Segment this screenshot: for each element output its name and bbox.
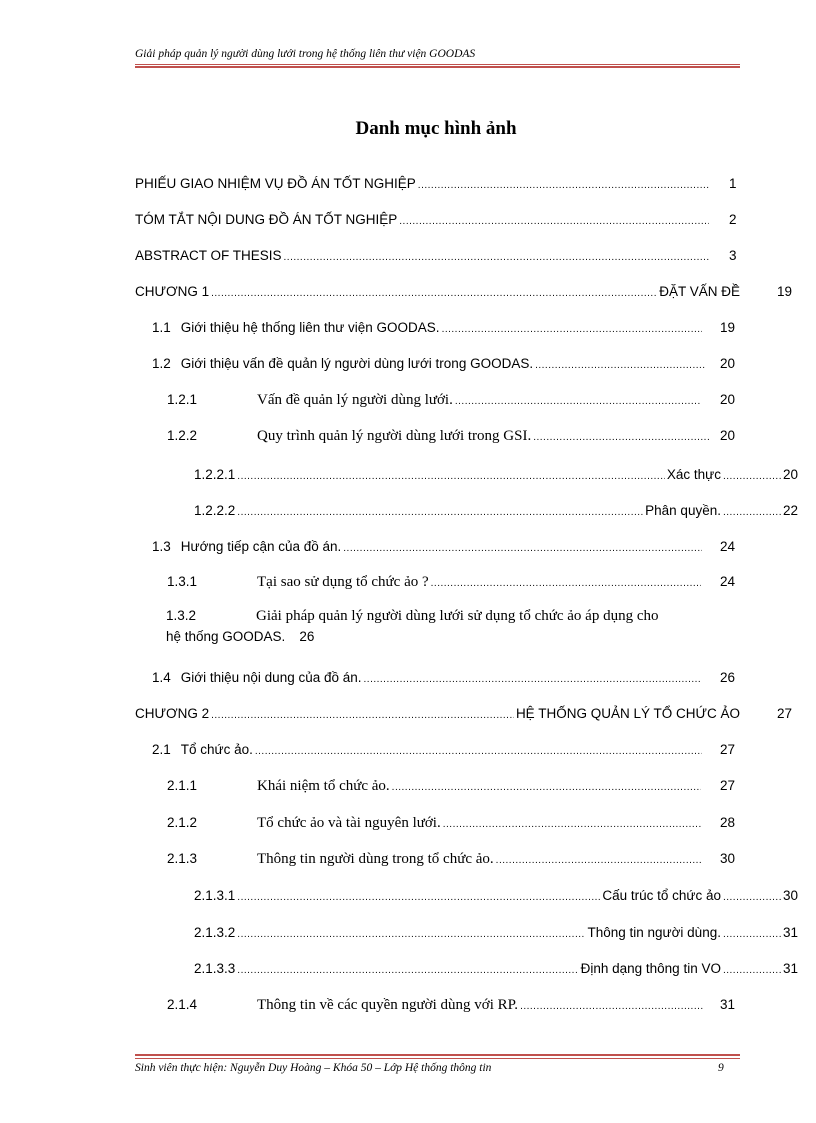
toc-entry-number: 1.2.1 (167, 392, 198, 407)
toc-page-number: 2 (729, 212, 737, 227)
toc-entry-1-2-2[interactable] (167, 428, 711, 445)
toc-leader (535, 360, 706, 371)
toc-leader (237, 471, 665, 482)
toc-entry-number: 2.1.3.2 (194, 925, 236, 940)
toc-entry-1-2-2-2[interactable] (194, 503, 798, 518)
footer-page-number: 9 (718, 1062, 724, 1074)
toc-entry-text: Giới thiệu hệ thống liên thư viện GOODAS. (180, 320, 440, 335)
toc-entry-text: Tổ chức ảo và tài nguyên lưới. (257, 815, 441, 831)
footer-rule-thin (135, 1058, 740, 1059)
toc-leader (723, 965, 781, 976)
toc-leader (364, 674, 702, 685)
toc-page-number: 26 (720, 670, 736, 685)
toc-entry-text-continued: hệ thống GOODAS. (166, 629, 286, 644)
toc-entry-number: 1.4 (152, 670, 171, 685)
toc-entry-number: 1.2 (152, 356, 171, 371)
toc-leader (237, 965, 578, 976)
footer-rule-thick (135, 1054, 740, 1056)
toc-entry-text: Thông tin về các quyền người dùng với RP. (257, 997, 519, 1013)
toc-entry-number: 2.1 (152, 742, 171, 757)
toc-entry-chapter-2[interactable] (135, 706, 740, 721)
toc-entry-text: TÓM TẮT NỘI DUNG ĐỒ ÁN TỐT NGHIỆP (135, 212, 398, 227)
toc-entry-text: PHIẾU GIAO NHIỆM VỤ ĐỒ ÁN TỐT NGHIỆP (135, 176, 416, 191)
toc-entry-1-3[interactable] (152, 539, 704, 554)
toc-entry-text: Cấu trúc tổ chức ảo (602, 888, 721, 903)
toc-entry-text: Thông tin người dùng. (587, 925, 721, 940)
toc-leader (723, 471, 781, 482)
toc-page-number: 31 (720, 997, 736, 1012)
toc-entry-text: Giải pháp quản lý người dùng lưới sử dụng tổ chức ảo áp dụng cho (256, 608, 659, 624)
toc-entry-number: 2.1.2 (167, 815, 198, 830)
toc-entry-text: Tại sao sử dụng tổ chức ảo ? (257, 574, 429, 590)
toc-entry-abstract[interactable] (135, 248, 711, 263)
toc-entry-text: Định dạng thông tin VO (580, 961, 721, 976)
running-header: Giải pháp quản lý người dùng lưới trong hệ thống liên thư viện GOODAS (135, 48, 476, 60)
toc-page-number: 20 (720, 356, 736, 371)
toc-entry-1-2[interactable] (152, 356, 708, 371)
toc-entry-number: 1.2.2.1 (194, 467, 236, 482)
toc-entry-assignment[interactable] (135, 176, 711, 191)
toc-leader (723, 892, 781, 903)
toc-entry-number: CHƯƠNG 2 (135, 706, 210, 721)
toc-page-number: 22 (782, 503, 798, 518)
toc-entry-text: Thông tin người dùng trong tổ chức ảo. (257, 851, 494, 867)
toc-entry-2-1-1[interactable] (167, 778, 703, 795)
toc-entry-text: Phân quyền. (645, 503, 721, 518)
toc-leader (255, 746, 702, 757)
toc-entry-number: 1.2.2.2 (194, 503, 236, 518)
toc-page-number: 1 (729, 176, 737, 191)
toc-entry-text: Tổ chức ảo. (180, 742, 253, 757)
toc-entry-number: 2.1.3.1 (194, 888, 236, 903)
toc-page-number: 30 (782, 888, 798, 903)
toc-leader (399, 216, 709, 227)
toc-leader (392, 782, 701, 793)
toc-leader (723, 507, 781, 518)
toc-entry-summary[interactable] (135, 212, 711, 227)
toc-entry-2-1-3-1[interactable] (194, 888, 798, 903)
toc-entry-text: Vấn đề quản lý người dùng lưới. (257, 392, 453, 408)
toc-entry-text: Giới thiệu vấn đề quản lý người dùng lưới trong GOODAS. (180, 356, 534, 371)
toc-page-number: 30 (720, 851, 736, 866)
toc-entry-text: ĐẶT VẤN ĐỀ (659, 284, 740, 299)
toc-leader (237, 507, 643, 518)
toc-entry-1-4[interactable] (152, 670, 704, 685)
toc-entry-text: Giới thiệu nội dung của đồ án. (180, 670, 362, 685)
toc-entry-text: Xác thực (666, 467, 721, 482)
toc-leader (533, 432, 709, 443)
toc-page-number: 20 (720, 392, 736, 407)
toc-entry-number: 1.3 (152, 539, 171, 554)
toc-page-number: 28 (720, 815, 736, 830)
toc-entry-1-2-2-1[interactable] (194, 467, 798, 482)
toc-page-number: 27 (777, 706, 793, 721)
toc-entry-2-1-2[interactable] (167, 815, 703, 832)
toc-leader (455, 396, 701, 407)
toc-leader (520, 1001, 703, 1012)
toc-entry-number: CHƯƠNG 1 (135, 284, 210, 299)
toc-entry-2-1-4[interactable] (167, 997, 705, 1014)
toc-page-number: 19 (777, 284, 793, 299)
toc-entry-text: Quy trình quản lý người dùng lưới trong GSI. (257, 428, 532, 444)
toc-entry-chapter-1[interactable] (135, 284, 740, 299)
toc-page-number: 27 (720, 778, 736, 793)
toc-entry-number: 1.1 (152, 320, 171, 335)
toc-leader (431, 578, 701, 589)
toc-entry-1-2-1[interactable] (167, 392, 703, 409)
toc-entry-text: HỆ THỐNG QUẢN LÝ TỔ CHỨC ẢO (515, 706, 740, 721)
toc-leader (343, 543, 702, 554)
toc-entry-number: 2.1.3.3 (194, 961, 236, 976)
toc-entry-number: 2.1.4 (167, 997, 198, 1012)
toc-entry-number: 1.3.1 (167, 574, 198, 589)
toc-entry-number: 2.1.3 (167, 851, 198, 866)
toc-leader (496, 855, 703, 866)
toc-page-number: 31 (782, 961, 798, 976)
footer-author-line: Sinh viên thực hiện: Nguyễn Duy Hoàng – Khóa 50 – Lớp Hệ thống thông tin (135, 1062, 492, 1074)
toc-entry-number: 1.3.2 (166, 608, 197, 623)
toc-leader (442, 324, 702, 335)
toc-entry-1-3-1[interactable] (167, 574, 703, 591)
toc-leader (284, 252, 709, 263)
toc-leader (443, 819, 701, 830)
toc-entry-number: 2.1.1 (167, 778, 198, 793)
toc-entry-2-1-3-3[interactable] (194, 961, 798, 976)
page-title: Danh mục hình ảnh (355, 118, 517, 139)
toc-page-number: 24 (720, 539, 736, 554)
toc-page-number: 31 (782, 925, 798, 940)
toc-entry-text: Hướng tiếp cận của đồ án. (180, 539, 342, 554)
toc-page-number: 20 (720, 428, 736, 443)
toc-entry-number: 1.2.2 (167, 428, 198, 443)
toc-page-number: 19 (720, 320, 736, 335)
toc-page-number: 3 (729, 248, 737, 263)
toc-page-number: 20 (782, 467, 798, 482)
toc-entry-2-1-3-2[interactable] (194, 925, 798, 940)
toc-leader (237, 892, 600, 903)
toc-entry-1-1[interactable] (152, 320, 704, 335)
toc-entry-text: ABSTRACT OF THESIS (135, 248, 282, 263)
toc-page-number: 24 (720, 574, 736, 589)
toc-leader (237, 929, 585, 940)
toc-entry-2-1[interactable] (152, 742, 704, 757)
toc-leader (211, 710, 514, 721)
toc-leader (723, 929, 781, 940)
toc-leader (211, 288, 657, 299)
toc-page-number: 27 (720, 742, 736, 757)
toc-page-number: 26 (299, 629, 315, 644)
toc-entry-1-3-2[interactable] (166, 608, 736, 644)
toc-entry-text: Khái niệm tổ chức ảo. (257, 778, 390, 794)
toc-entry-2-1-3[interactable] (167, 851, 705, 868)
toc-leader (418, 180, 709, 191)
